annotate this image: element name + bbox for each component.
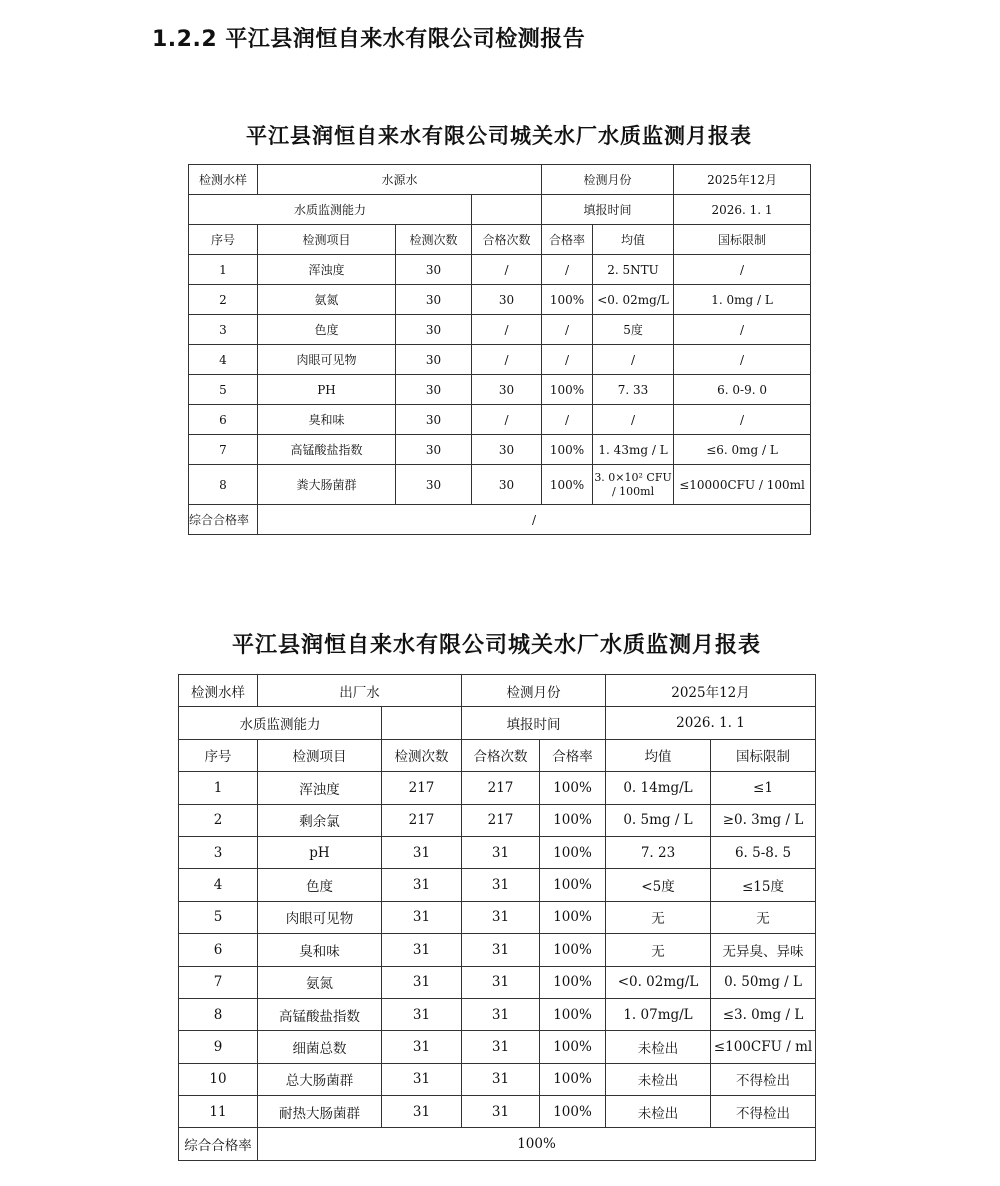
- sample-row: [189, 165, 811, 195]
- test-count: 217: [382, 772, 462, 804]
- national-limit: 不得检出: [711, 1096, 816, 1128]
- pass-count: 31: [462, 966, 540, 998]
- header-row: [189, 225, 811, 255]
- test-item: 臭和味: [258, 934, 382, 966]
- sample-value: 出厂水: [258, 675, 462, 707]
- test-count: 217: [382, 804, 462, 836]
- pass-count: /: [472, 315, 542, 345]
- row-number: 3: [179, 836, 258, 868]
- table2-title: 平江县润恒自来水有限公司城关水厂水质监测月报表: [231, 632, 761, 658]
- table-row: [179, 1031, 816, 1063]
- mean-value: 3. 0×10² CFU / 100ml: [593, 465, 674, 505]
- table-row: [189, 405, 811, 435]
- test-item: 耐热大肠菌群: [258, 1096, 382, 1128]
- pass-rate: 100%: [540, 869, 606, 901]
- header-pass-count: 合格次数: [472, 225, 542, 255]
- test-item: 细菌总数: [258, 1031, 382, 1063]
- pass-count: /: [472, 405, 542, 435]
- row-number: 2: [189, 285, 258, 315]
- test-count: 31: [382, 836, 462, 868]
- capacity-row: [179, 707, 816, 739]
- pass-count: /: [472, 255, 542, 285]
- row-number: 10: [179, 1063, 258, 1095]
- row-number: 3: [189, 315, 258, 345]
- national-limit: ≤15度: [711, 869, 816, 901]
- national-limit: 6. 5-8. 5: [711, 836, 816, 868]
- pass-rate: 100%: [542, 465, 593, 505]
- test-count: 31: [382, 998, 462, 1030]
- pass-count: 217: [462, 772, 540, 804]
- test-item: 肉眼可见物: [258, 901, 382, 933]
- overall-label: 综合合格率: [179, 1128, 258, 1160]
- pass-rate: 100%: [540, 901, 606, 933]
- national-limit: 6. 0-9. 0: [674, 375, 811, 405]
- row-number: 7: [189, 435, 258, 465]
- test-count: 30: [396, 345, 472, 375]
- national-limit: ≤100CFU / ml: [711, 1031, 816, 1063]
- table-row: [189, 285, 811, 315]
- sample-label: 检测水样: [179, 675, 258, 707]
- header-pass-rate: 合格率: [540, 739, 606, 771]
- row-number: 1: [179, 772, 258, 804]
- national-limit: ≤6. 0mg / L: [674, 435, 811, 465]
- test-item: 氨氮: [258, 966, 382, 998]
- test-count: 30: [396, 315, 472, 345]
- mean-value: /: [593, 345, 674, 375]
- mean-value: 未检出: [606, 1063, 711, 1095]
- pass-rate: 100%: [542, 435, 593, 465]
- filled-value: 2026. 1. 1: [606, 707, 816, 739]
- table-row: [189, 465, 811, 505]
- mean-value: 7. 33: [593, 375, 674, 405]
- mean-value: <0. 02mg/L: [606, 966, 711, 998]
- national-limit: /: [674, 405, 811, 435]
- table-row: [179, 869, 816, 901]
- test-count: 31: [382, 1031, 462, 1063]
- pass-count: 30: [472, 285, 542, 315]
- row-number: 4: [179, 869, 258, 901]
- test-item: 高锰酸盐指数: [258, 435, 396, 465]
- test-count: 30: [396, 285, 472, 315]
- test-count: 30: [396, 405, 472, 435]
- pass-count: 30: [472, 435, 542, 465]
- pass-count: 30: [472, 375, 542, 405]
- row-number: 1: [189, 255, 258, 285]
- pass-count: 217: [462, 804, 540, 836]
- row-number: 5: [189, 375, 258, 405]
- pass-count: 31: [462, 1031, 540, 1063]
- row-number: 6: [189, 405, 258, 435]
- table-row: [179, 966, 816, 998]
- capacity-value: [472, 195, 542, 225]
- test-item: 色度: [258, 315, 396, 345]
- national-limit: /: [674, 255, 811, 285]
- test-item: 浑浊度: [258, 772, 382, 804]
- test-count: 30: [396, 375, 472, 405]
- test-count: 31: [382, 1096, 462, 1128]
- section-heading: 1.2.2 平江县润恒自来水有限公司检测报告: [152, 27, 586, 52]
- filled-label: 填报时间: [542, 195, 674, 225]
- table-row: [179, 901, 816, 933]
- table-row: [189, 315, 811, 345]
- finished-water-report-table: [178, 674, 816, 1161]
- test-item: 肉眼可见物: [258, 345, 396, 375]
- row-number: 6: [179, 934, 258, 966]
- test-count: 31: [382, 934, 462, 966]
- national-limit: ≥0. 3mg / L: [711, 804, 816, 836]
- table-row: [179, 836, 816, 868]
- test-item: 臭和味: [258, 405, 396, 435]
- national-limit: 无异臭、异味: [711, 934, 816, 966]
- header-row: [179, 739, 816, 771]
- header-row-number: 序号: [189, 225, 258, 255]
- mean-value: 无: [606, 901, 711, 933]
- mean-value: 无: [606, 934, 711, 966]
- pass-rate: 100%: [542, 375, 593, 405]
- table-row: [179, 1063, 816, 1095]
- test-item: 浑浊度: [258, 255, 396, 285]
- pass-rate: /: [542, 315, 593, 345]
- sample-label: 检测水样: [189, 165, 258, 195]
- row-number: 4: [189, 345, 258, 375]
- pass-count: 31: [462, 869, 540, 901]
- row-number: 8: [179, 998, 258, 1030]
- mean-value: <0. 02mg/L: [593, 285, 674, 315]
- national-limit: /: [674, 315, 811, 345]
- mean-value: 0. 14mg/L: [606, 772, 711, 804]
- mean-value: 7. 23: [606, 836, 711, 868]
- row-number: 11: [179, 1096, 258, 1128]
- pass-count: 31: [462, 934, 540, 966]
- test-count: 31: [382, 901, 462, 933]
- table-row: [179, 998, 816, 1030]
- sample-value: 水源水: [258, 165, 542, 195]
- overall-row: [189, 505, 811, 535]
- pass-rate: 100%: [540, 966, 606, 998]
- pass-rate: /: [542, 255, 593, 285]
- pass-rate: 100%: [540, 934, 606, 966]
- mean-value: 未检出: [606, 1031, 711, 1063]
- national-limit: 0. 50mg / L: [711, 966, 816, 998]
- header-national-limit: 国标限制: [711, 739, 816, 771]
- header-national-limit: 国标限制: [674, 225, 811, 255]
- test-item: 剩余氯: [258, 804, 382, 836]
- capacity-row: [189, 195, 811, 225]
- overall-row: [179, 1128, 816, 1160]
- pass-rate: 100%: [540, 998, 606, 1030]
- test-item: pH: [258, 836, 382, 868]
- header-mean-value: 均值: [606, 739, 711, 771]
- pass-rate: 100%: [542, 285, 593, 315]
- table-row: [179, 1096, 816, 1128]
- test-count: 30: [396, 465, 472, 505]
- pass-count: 30: [472, 465, 542, 505]
- mean-value: 1. 07mg/L: [606, 998, 711, 1030]
- row-number: 9: [179, 1031, 258, 1063]
- mean-value: 5度: [593, 315, 674, 345]
- mean-value: 0. 5mg / L: [606, 804, 711, 836]
- header-test-count: 检测次数: [396, 225, 472, 255]
- pass-rate: 100%: [540, 804, 606, 836]
- month-value: 2025年12月: [674, 165, 811, 195]
- pass-count: 31: [462, 901, 540, 933]
- pass-count: 31: [462, 1096, 540, 1128]
- header-pass-rate: 合格率: [542, 225, 593, 255]
- table-row: [179, 772, 816, 804]
- test-count: 31: [382, 1063, 462, 1095]
- header-test-item: 检测项目: [258, 739, 382, 771]
- capacity-label: 水质监测能力: [179, 707, 382, 739]
- test-count: 31: [382, 966, 462, 998]
- national-limit: 不得检出: [711, 1063, 816, 1095]
- row-number: 7: [179, 966, 258, 998]
- national-limit: 1. 0mg / L: [674, 285, 811, 315]
- national-limit: 无: [711, 901, 816, 933]
- pass-rate: 100%: [540, 772, 606, 804]
- test-item: 粪大肠菌群: [258, 465, 396, 505]
- sample-row: [179, 675, 816, 707]
- header-test-item: 检测项目: [258, 225, 396, 255]
- pass-count: 31: [462, 998, 540, 1030]
- mean-value: 1. 43mg / L: [593, 435, 674, 465]
- test-item: 氨氮: [258, 285, 396, 315]
- row-number: 2: [179, 804, 258, 836]
- mean-value: 2. 5NTU: [593, 255, 674, 285]
- test-count: 30: [396, 255, 472, 285]
- filled-label: 填报时间: [462, 707, 606, 739]
- test-count: 30: [396, 435, 472, 465]
- table-row: [179, 934, 816, 966]
- table-row: [189, 345, 811, 375]
- filled-value: 2026. 1. 1: [674, 195, 811, 225]
- pass-rate: 100%: [540, 1063, 606, 1095]
- capacity-label: 水质监测能力: [189, 195, 472, 225]
- month-value: 2025年12月: [606, 675, 816, 707]
- national-limit: /: [674, 345, 811, 375]
- test-item: 总大肠菌群: [258, 1063, 382, 1095]
- mean-value: <5度: [606, 869, 711, 901]
- test-count: 31: [382, 869, 462, 901]
- pass-rate: 100%: [540, 1031, 606, 1063]
- mean-value: 未检出: [606, 1096, 711, 1128]
- row-number: 8: [189, 465, 258, 505]
- header-mean-value: 均值: [593, 225, 674, 255]
- month-label: 检测月份: [542, 165, 674, 195]
- row-number: 5: [179, 901, 258, 933]
- national-limit: ≤3. 0mg / L: [711, 998, 816, 1030]
- pass-count: 31: [462, 1063, 540, 1095]
- header-test-count: 检测次数: [382, 739, 462, 771]
- header-row-number: 序号: [179, 739, 258, 771]
- mean-value: /: [593, 405, 674, 435]
- table-row: [189, 435, 811, 465]
- overall-label: 综合合格率: [189, 505, 258, 535]
- national-limit: ≤10000CFU / 100ml: [674, 465, 811, 505]
- pass-rate: /: [542, 405, 593, 435]
- pass-rate: /: [542, 345, 593, 375]
- table-row: [179, 804, 816, 836]
- pass-rate: 100%: [540, 1096, 606, 1128]
- overall-value: /: [258, 505, 811, 535]
- national-limit: ≤1: [711, 772, 816, 804]
- pass-rate: 100%: [540, 836, 606, 868]
- test-item: PH: [258, 375, 396, 405]
- header-pass-count: 合格次数: [462, 739, 540, 771]
- table-row: [189, 375, 811, 405]
- pass-count: /: [472, 345, 542, 375]
- source-water-report-table: [188, 164, 811, 535]
- overall-value: 100%: [258, 1128, 816, 1160]
- test-item: 色度: [258, 869, 382, 901]
- month-label: 检测月份: [462, 675, 606, 707]
- capacity-value: [382, 707, 462, 739]
- table-row: [189, 255, 811, 285]
- test-item: 高锰酸盐指数: [258, 998, 382, 1030]
- table1-title: 平江县润恒自来水有限公司城关水厂水质监测月报表: [246, 123, 752, 148]
- pass-count: 31: [462, 836, 540, 868]
